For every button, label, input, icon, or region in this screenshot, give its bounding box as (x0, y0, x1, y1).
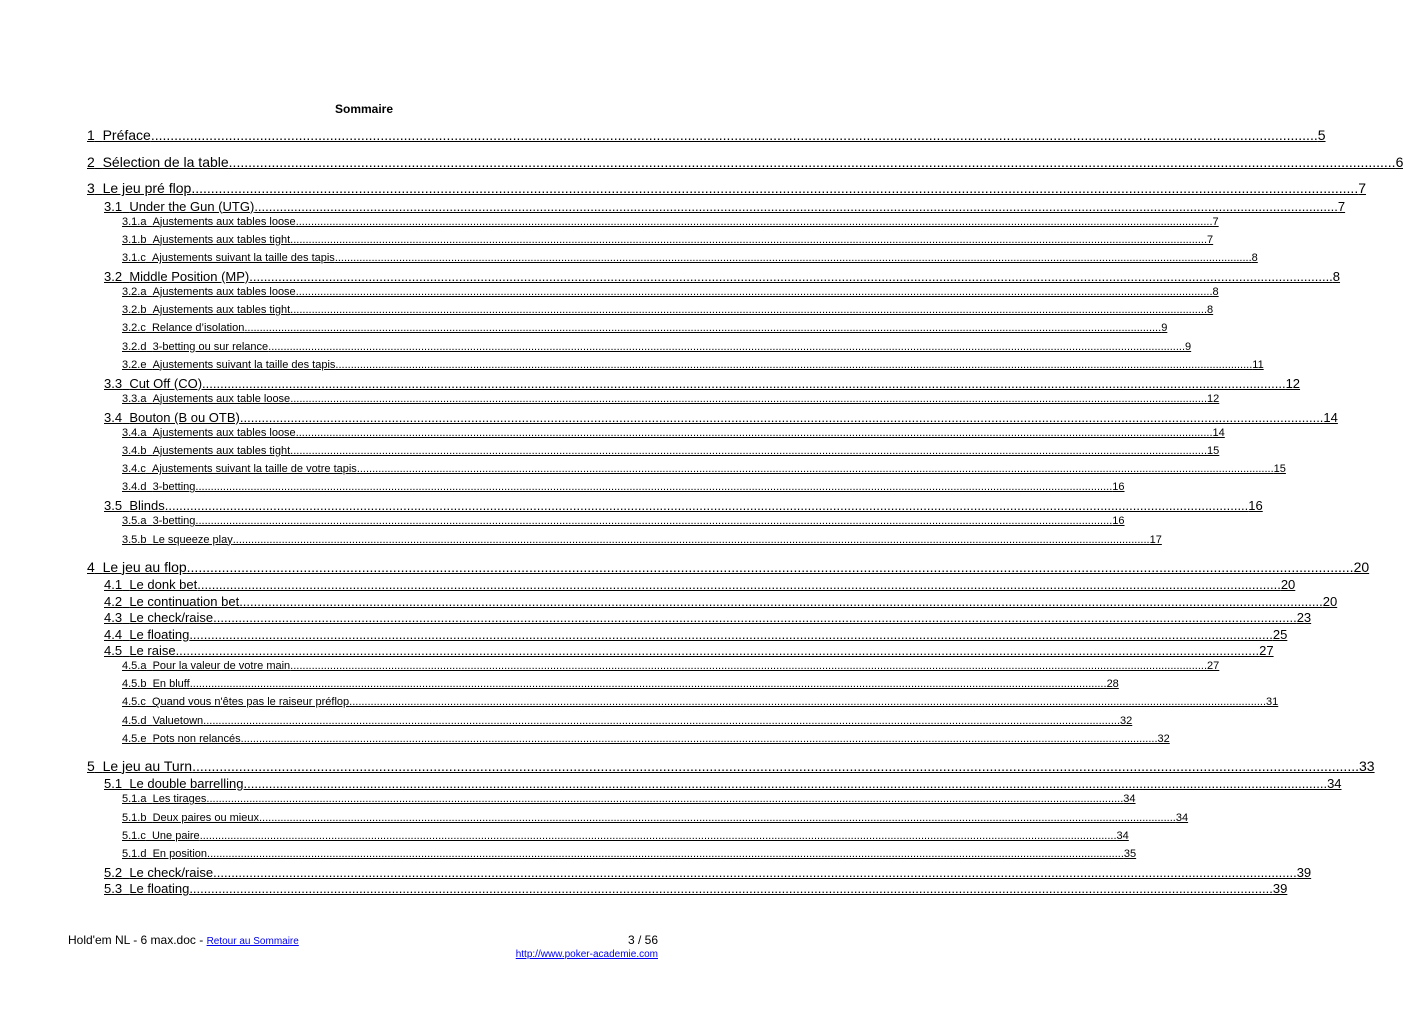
toc-entry-text: Le floating (129, 626, 190, 642)
toc-entry-4-5[interactable] (104, 643, 1274, 658)
toc-entry-label (104, 627, 189, 642)
toc-entry-label (122, 445, 290, 457)
toc-entry-4-5-d[interactable] (122, 714, 1133, 727)
toc-page-number: 23 (1296, 610, 1312, 625)
toc-entry-label (104, 643, 176, 658)
toc-dot-leader: ............................................................................................................................................................................................................................................................................................................ (356, 463, 1274, 476)
toc-entry-number: 3.1.b (122, 233, 147, 246)
toc-entry-label (122, 678, 190, 690)
toc-page-number: 28 (1106, 678, 1119, 691)
toc-entry-4-5-b[interactable] (122, 678, 1119, 691)
toc-entry-text: 3-betting ou sur relance (152, 340, 269, 353)
toc-page-number: 27 (1207, 660, 1220, 672)
toc-dot-leader: ............................................................................................................................................................................................................................................................................................................ (195, 515, 1113, 528)
footer-doc-name: Hold'em NL - 6 max.doc - (68, 933, 207, 947)
toc-entry-label (104, 594, 239, 609)
toc-entry-number: 4.5.b (122, 678, 147, 691)
toc-page-number: 8 (1212, 285, 1219, 298)
toc-page-number: 31 (1266, 696, 1279, 709)
toc-entry-label (87, 559, 187, 575)
toc-dot-leader: ............................................................................................................................................................................................................................................................................................................ (335, 358, 1253, 371)
footer-doc-info (68, 933, 299, 947)
toc-entry-number: 5.3 (104, 881, 123, 897)
toc-entry-label (122, 848, 207, 860)
toc-entry-text: Préface (102, 127, 151, 143)
toc-entry-5-1-a[interactable] (122, 793, 1136, 806)
toc-entry-text: Ajustements suivant la taille de votre tapis (151, 463, 357, 476)
toc-page-number: 6 (1395, 153, 1403, 170)
toc-page-number: 20 (1353, 558, 1370, 575)
toc-entry-text: Relance d’isolation (151, 322, 245, 335)
toc-entry-number: 3.3 (104, 375, 123, 391)
toc-entry-label (104, 269, 249, 284)
toc-page-number: 27 (1259, 643, 1274, 658)
toc-entry-3-2-d[interactable] (122, 340, 1192, 353)
toc-entry-3-2-a[interactable] (122, 285, 1219, 298)
toc-entry-number: 3.4.b (122, 444, 147, 457)
toc-entry-text: Le donk bet (129, 577, 198, 592)
toc-dot-leader: ............................................................................................................................................................................................................................................................................................................ (290, 392, 1208, 405)
toc-dot-leader: ............................................................................................................................................................................................................................................................................................................ (202, 375, 1286, 391)
toc-entry-number: 4.3 (104, 610, 123, 625)
toc-entry-4-3[interactable] (104, 610, 1312, 625)
toc-dot-leader: ............................................................................................................................................................................................................................................................................................................ (295, 215, 1213, 228)
toc-dot-leader: ............................................................................................................................................................................................................................................................................................................ (164, 498, 1249, 514)
toc-entry-text: Ajustements aux tables loose (152, 285, 296, 298)
toc-page-number: 33 (1359, 757, 1375, 774)
toc-page-number: 7 (1212, 215, 1219, 228)
toc-entry-text: Le continuation bet (129, 593, 240, 609)
toc-page-number: 9 (1185, 340, 1192, 353)
toc-entry-3-5-a[interactable] (122, 515, 1125, 528)
toc-entry-5-1-b[interactable] (122, 811, 1189, 824)
toc-entry-label (122, 812, 259, 824)
toc-entry-text: Cut Off (CO) (129, 375, 203, 391)
toc-entry-3-3-a[interactable] (122, 392, 1220, 405)
toc-entry-5-1-c[interactable] (122, 829, 1129, 842)
toc-dot-leader: ............................................................................................................................................................................................................................................................................................................ (189, 626, 1273, 642)
toc-entry-label (122, 286, 296, 298)
toc-page-number: 8 (1207, 304, 1214, 317)
toc-dot-leader: ............................................................................................................................................................................................................................................................................................................ (244, 322, 1162, 335)
toc-dot-leader: ............................................................................................................................................................................................................................................................................................................ (232, 533, 1150, 546)
toc-entry-number: 4.1 (104, 577, 123, 592)
toc-entry-number: 3.1.a (122, 215, 147, 228)
toc-entry-text: Deux paires ou mieux (152, 811, 259, 824)
toc-entry-number: 5 (87, 757, 95, 774)
toc-page-number: 39 (1272, 881, 1288, 897)
toc-page-number: 16 (1112, 481, 1125, 494)
toc-dot-leader: ............................................................................................................................................................................................................................................................................................................ (349, 696, 1267, 709)
toc-dot-leader: ............................................................................................................................................................................................................................................................................................................ (206, 793, 1124, 806)
toc-page-number: 16 (1112, 515, 1125, 528)
footer-page-number: 3 / 56 (627, 933, 658, 947)
toc-entry-number: 3.2.a (122, 285, 147, 298)
toc-entry-4-4[interactable] (104, 626, 1288, 642)
toc-entry-3-2-c[interactable] (122, 322, 1168, 335)
toc-dot-leader: ............................................................................................................................................................................................................................................................................................................ (150, 127, 1318, 143)
toc-entry-number: 4.4 (104, 626, 123, 642)
toc-page-number: 17 (1149, 533, 1162, 546)
toc-entry-text: En bluff (152, 678, 190, 691)
toc-entry-number: 5.1.d (122, 847, 147, 860)
toc-page-number: 12 (1207, 392, 1220, 405)
toc-entry-text: Ajustements suivant la taille des tapis (152, 358, 336, 371)
toc-dot-leader: ............................................................................................................................................................................................................................................................................................................ (290, 304, 1208, 317)
toc-page-number: 32 (1157, 732, 1170, 745)
toc-entry-text: Ajustements aux tables tight (152, 233, 291, 246)
toc-dot-leader: ............................................................................................................................................................................................................................................................................................................ (186, 558, 1354, 575)
toc-entry-label (122, 234, 290, 246)
toc-entry-text: Le jeu au Turn (102, 757, 193, 774)
toc-entry-number: 5.1 (104, 776, 123, 792)
toc-entry-3-1-b[interactable] (122, 233, 1214, 246)
toc-entry-label (122, 696, 349, 708)
toc-entry-text: Ajustements suivant la taille des tapis (151, 251, 335, 264)
toc-entry-number: 4.5.a (122, 660, 147, 672)
toc-entry-4-2[interactable] (104, 593, 1338, 609)
toc-entry-text: Une paire (151, 829, 200, 842)
toc-entry-number: 3.5.b (122, 533, 147, 546)
toc-entry-number: 4.5.d (122, 714, 147, 727)
toc-dot-leader: ............................................................................................................................................................................................................................................................................................................ (197, 577, 1281, 592)
toc-entry-text: Le double barrelling (129, 776, 244, 792)
toc-dot-leader: ............................................................................................................................................................................................................................................................................................................ (249, 268, 1333, 284)
toc-entry-5[interactable] (87, 757, 1375, 774)
toc-entry-text: Le jeu au flop (102, 558, 187, 575)
toc-entry-3-5[interactable] (104, 498, 1263, 514)
toc-entry-number: 3.4.c (122, 463, 146, 476)
toc-entry-3[interactable] (87, 180, 1367, 196)
toc-page-number: 20 (1280, 577, 1296, 592)
toc-entry-number: 5.2 (104, 864, 123, 880)
toc-entry-label (122, 534, 233, 546)
toc-entry-2[interactable] (87, 153, 1403, 170)
toc-entry-3-2[interactable] (104, 268, 1341, 284)
toc-entry-3-2-e[interactable] (122, 358, 1264, 371)
toc-entry-label (87, 154, 229, 170)
toc-entry-label (104, 865, 213, 880)
toc-entry-label (122, 359, 335, 371)
toc-entry-label (122, 715, 203, 727)
toc-page-number: 39 (1296, 864, 1312, 880)
toc-page-number: 32 (1120, 714, 1133, 727)
toc-entry-text: Under the Gun (UTG) (129, 198, 255, 214)
toc-entry-label (122, 252, 335, 264)
toc-entry-label (122, 304, 290, 316)
toc-entry-number: 4 (87, 558, 95, 575)
toc-dot-leader: ............................................................................................................................................................................................................................................................................................................ (207, 847, 1124, 860)
toc-entry-text: Ajustements aux tables loose (152, 215, 296, 228)
toc-entry-number: 2 (87, 153, 95, 170)
toc-dot-leader: ............................................................................................................................................................................................................................................................................................................ (240, 732, 1158, 745)
toc-entry-4-5-c[interactable] (122, 696, 1279, 709)
toc-entry-text: Les tirages (152, 793, 207, 806)
toc-dot-leader: ............................................................................................................................................................................................................................................................................................................ (239, 409, 1324, 425)
toc-entry-text: Sélection de la table (102, 153, 229, 170)
toc-page-number: 7 (1207, 233, 1214, 246)
toc-entry-1[interactable] (87, 127, 1326, 143)
toc-entry-text: Bouton (B ou OTB) (129, 409, 240, 425)
toc-entry-text: Middle Position (MP) (129, 268, 250, 284)
toc-page-number: 20 (1322, 593, 1338, 609)
toc-entry-label (122, 733, 241, 745)
toc-dot-leader: ............................................................................................................................................................................................................................................................................................................ (192, 757, 1359, 774)
toc-entry-3-4[interactable] (104, 409, 1338, 425)
toc-entry-text: Le jeu pré flop (102, 180, 192, 196)
toc-entry-label (122, 427, 296, 439)
toc-entry-label (122, 216, 296, 228)
toc-entry-text: Pots non relancés (152, 732, 241, 745)
toc-entry-number: 3.2 (104, 268, 123, 284)
toc-dot-leader: ............................................................................................................................................................................................................................................................................................................ (213, 864, 1297, 880)
toc-entry-text: Le floating (129, 881, 190, 897)
toc-entry-3-4-b[interactable] (122, 444, 1220, 457)
toc-entry-label (104, 410, 240, 425)
toc-entry-5-1-d[interactable] (122, 847, 1137, 860)
toc-page-number: 8 (1332, 268, 1341, 284)
toc-entry-number: 4.5.e (122, 732, 147, 745)
toc-dot-leader: ............................................................................................................................................................................................................................................................................................................ (213, 610, 1297, 625)
toc-entry-number: 5.1.c (122, 829, 146, 842)
toc-entry-4-5-a[interactable] (122, 660, 1220, 672)
toc-entry-label (104, 610, 213, 625)
toc-page-number: 11 (1252, 358, 1264, 371)
toc-entry-3-4-a[interactable] (122, 426, 1225, 439)
toc-entry-5-1[interactable] (104, 776, 1342, 792)
toc-entry-label (122, 481, 195, 493)
toc-entry-label (122, 660, 290, 672)
toc-entry-number: 3.1 (104, 198, 123, 214)
toc-dot-leader: ............................................................................................................................................................................................................................................................................................................ (195, 481, 1113, 494)
footer-url-link[interactable]: http://www.poker-academie.com (515, 949, 658, 960)
toc-page-number: 34 (1175, 811, 1189, 824)
toc-entry-text: Pour la valeur de votre main (152, 660, 291, 672)
page-title: Sommaire (334, 102, 394, 116)
toc-entry-label (122, 322, 244, 334)
toc-entry-label (122, 830, 200, 842)
toc-entry-label (104, 577, 197, 592)
toc-entry-5-2[interactable] (104, 864, 1312, 880)
toc-entry-text: Quand vous n'êtes pas le raiseur préflop (151, 696, 350, 709)
toc-entry-4-1[interactable] (104, 577, 1296, 592)
toc-entry-number: 3.3.a (122, 392, 147, 405)
toc-entry-number: 1 (87, 127, 95, 143)
toc-entry-label (122, 463, 357, 475)
toc-entry-3-1-c[interactable] (122, 251, 1258, 264)
toc-entry-text: Le squeeze play (152, 533, 233, 546)
toc-entry-text: Ajustements aux tables tight (152, 304, 291, 317)
toc-entry-number: 3.2.c (122, 322, 146, 335)
toc-dot-leader: ............................................................................................................................................................................................................................................................................................................ (290, 660, 1208, 672)
toc-dot-leader: ............................................................................................................................................................................................................................................................................................................ (290, 444, 1208, 457)
toc-entry-label (104, 881, 189, 896)
toc-entry-label (87, 127, 151, 143)
toc-entry-4[interactable] (87, 558, 1370, 575)
toc-entry-text: Le check/raise (129, 610, 214, 625)
toc-page-number: 14 (1323, 409, 1338, 425)
toc-page-number: 34 (1123, 793, 1136, 806)
toc-entry-label (122, 515, 195, 527)
toc-dot-leader: ............................................................................................................................................................................................................................................................................................................ (239, 593, 1323, 609)
toc-dot-leader: ............................................................................................................................................................................................................................................................................................................ (243, 776, 1328, 792)
toc-page-number: 8 (1251, 251, 1258, 264)
toc-entry-3-2-b[interactable] (122, 304, 1214, 317)
toc-entry-5-3[interactable] (104, 881, 1288, 897)
toc-entry-number: 4.2 (104, 593, 123, 609)
toc-dot-leader: ............................................................................................................................................................................................................................................................................................................ (290, 233, 1208, 246)
toc-page-number: 15 (1207, 444, 1220, 457)
toc-entry-number: 3.2.d (122, 340, 147, 353)
toc-entry-label (104, 776, 244, 791)
toc-entry-text: Valuetown (152, 714, 204, 727)
toc-entry-label (104, 199, 254, 214)
toc-entry-text: Blinds (129, 498, 165, 514)
toc-entry-3-4-d[interactable] (122, 481, 1125, 494)
toc-page-number: 14 (1212, 426, 1225, 439)
back-to-summary-link[interactable]: Retour au Sommaire (206, 936, 299, 947)
toc-dot-leader: ............................................................................................................................................................................................................................................................................................................ (191, 180, 1359, 196)
toc-dot-leader: ............................................................................................................................................................................................................................................................................................................ (228, 153, 1396, 170)
toc-dot-leader: ............................................................................................................................................................................................................................................................................................................ (189, 881, 1273, 897)
toc-page-number: 9 (1161, 322, 1168, 335)
toc-entry-number: 3.4.d (122, 481, 147, 494)
toc-entry-3-1-a[interactable] (122, 215, 1219, 228)
toc-entry-number: 3.2.e (122, 358, 147, 371)
toc-entry-label (104, 376, 202, 391)
toc-entry-number: 3 (87, 180, 95, 196)
toc-entry-number: 5.1.a (122, 793, 147, 806)
toc-dot-leader: ............................................................................................................................................................................................................................................................................................................ (175, 643, 1260, 658)
toc-dot-leader: ............................................................................................................................................................................................................................................................................................................ (258, 811, 1176, 824)
toc-entry-number: 4.5 (104, 643, 123, 658)
toc-entry-3-3[interactable] (104, 375, 1301, 391)
toc-dot-leader: ............................................................................................................................................................................................................................................................................................................ (199, 829, 1117, 842)
toc-entry-4-5-e[interactable] (122, 732, 1170, 745)
toc-dot-leader: ............................................................................................................................................................................................................................................................................................................ (254, 198, 1338, 214)
toc-entry-text: En position (152, 847, 208, 860)
toc-entry-label (87, 758, 192, 774)
toc-entry-number: 3.2.b (122, 304, 147, 317)
toc-entry-number: 3.4 (104, 409, 123, 425)
toc-dot-leader: ............................................................................................................................................................................................................................................................................................................ (203, 714, 1121, 727)
toc-entry-number: 4.5.c (122, 696, 146, 709)
toc-entry-label (122, 341, 268, 353)
toc-entry-number: 5.1.b (122, 811, 147, 824)
toc-entry-number: 3.1.c (122, 251, 146, 264)
toc-entry-text: Ajustements aux table loose (152, 392, 291, 405)
toc-page-number: 12 (1285, 375, 1301, 391)
toc-entry-label (122, 793, 206, 805)
toc-entry-text: 3-betting (152, 481, 196, 494)
toc-dot-leader: ............................................................................................................................................................................................................................................................................................................ (295, 426, 1213, 439)
toc-entry-text: 3-betting (152, 515, 196, 528)
toc-page-number: 25 (1272, 626, 1288, 642)
toc-entry-text: Le check/raise (129, 864, 214, 880)
toc-dot-leader: ............................................................................................................................................................................................................................................................................................................ (268, 340, 1186, 353)
toc-entry-3-1[interactable] (104, 198, 1346, 214)
toc-entry-text: Le raise (129, 643, 176, 658)
toc-entry-number: 3.4.a (122, 426, 147, 439)
toc-page-number: 5 (1317, 127, 1326, 143)
toc-entry-number: 3.5.a (122, 515, 147, 528)
toc-entry-3-5-b[interactable] (122, 533, 1162, 546)
toc-dot-leader: ............................................................................................................................................................................................................................................................................................................ (189, 678, 1107, 691)
toc-page-number: 35 (1123, 847, 1137, 860)
toc-page-number: 34 (1327, 776, 1342, 792)
toc-page-number: 7 (1358, 180, 1367, 196)
toc-entry-number: 3.5 (104, 498, 123, 514)
toc-dot-leader: ............................................................................................................................................................................................................................................................................................................ (295, 285, 1213, 298)
toc-entry-text: Ajustements aux tables loose (152, 426, 296, 439)
toc-page-number: 16 (1248, 498, 1263, 514)
toc-entry-text: Ajustements aux tables tight (152, 444, 291, 457)
toc-dot-leader: ............................................................................................................................................................................................................................................................................................................ (334, 251, 1252, 264)
toc-entry-label (87, 180, 191, 196)
toc-page-number: 7 (1337, 198, 1346, 214)
toc-page-number: 34 (1116, 829, 1129, 842)
toc-entry-3-4-c[interactable] (122, 463, 1286, 476)
toc-entry-label (104, 498, 165, 513)
toc-page-number: 15 (1273, 463, 1286, 476)
toc-entry-label (122, 393, 290, 405)
